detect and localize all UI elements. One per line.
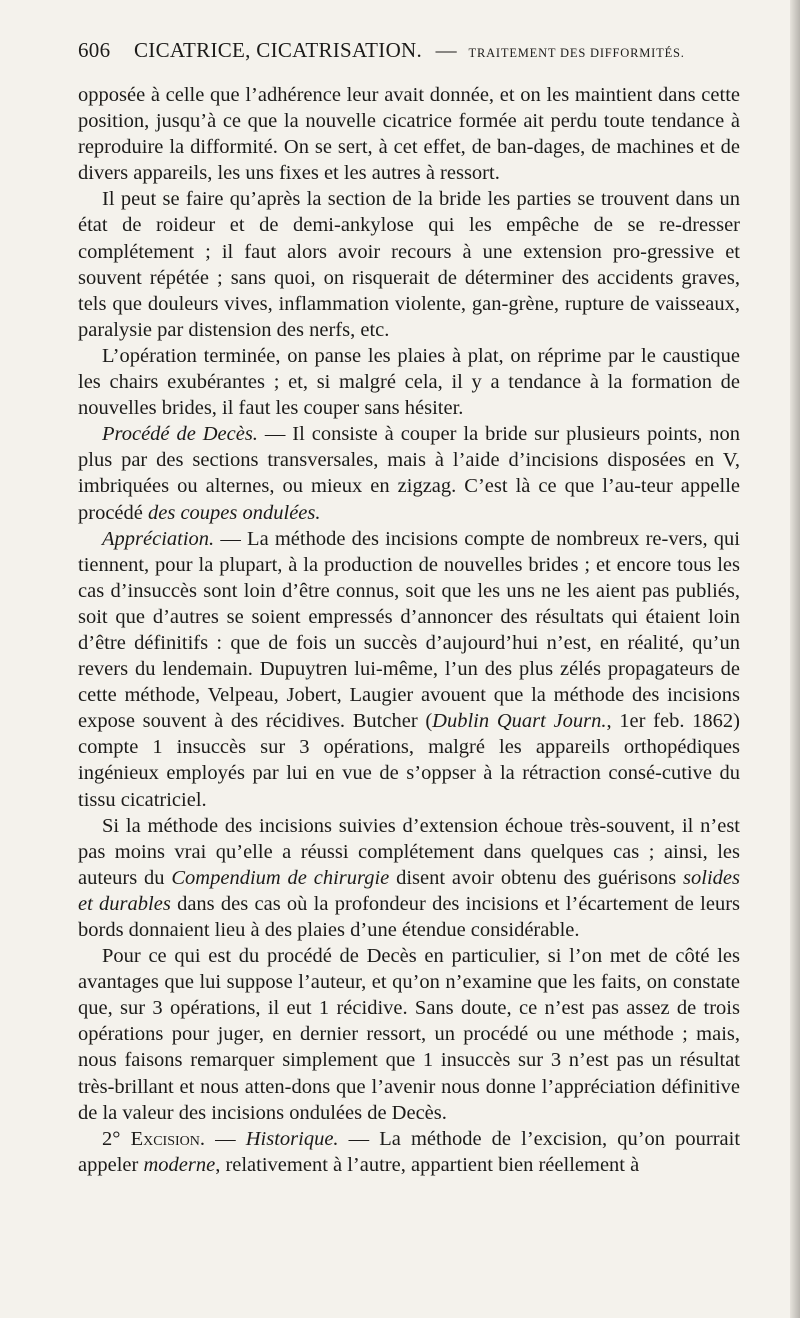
text-run: opposée à celle que l’adhérence leur avait donnée, et on les maintient dans cette position, jusqu’à ce que la nouvelle cicatrice formée ait perdu toute tendance à reproduire la difformité. On se sert, à cet effet, de ban-dages, de machines et de divers appareils, les uns fixes et les autres à ressort.	[78, 84, 740, 185]
text-run: , relativement à l’autre, appartient bien réellement à	[215, 1153, 640, 1176]
text-run: Il peut se faire qu’après la section de la bride les parties se trouvent dans un état de roideur et de demi-ankylose qui les empêche de se re-dresser complétement ; il faut alors avoir recours à une extension pro-gressive et souvent répétée ; sans quoi, on risquerait de déterminer des accidents graves, tels que douleurs vives, inflammation violente, gan-grène, rupture de vaisseaux, paralysie par distension des nerfs, etc.	[78, 188, 740, 341]
paragraph	[78, 82, 740, 186]
header-separator: —	[435, 38, 457, 62]
text-run: —	[205, 1127, 246, 1150]
paragraph	[78, 421, 740, 525]
section-heading: Excision.	[130, 1127, 205, 1150]
paragraph	[78, 813, 740, 943]
text-run: 2°	[102, 1127, 131, 1150]
italic-term: Compendium de chirurgie	[171, 866, 390, 889]
page-edge-shadow	[790, 0, 800, 1318]
italic-term: solides et durables	[78, 866, 740, 915]
text-run: disent avoir obtenu des guérisons	[389, 866, 684, 889]
running-header	[78, 38, 740, 82]
paragraph	[78, 343, 740, 421]
citation-title: Dublin Quart Journ.	[432, 710, 607, 733]
text-run: , 1er feb. 1862) compte 1 insuccès sur 3 opérations, malgré les appareils orthopédiques ingénieux employés par lui en vue de s’oppser à la rétraction consé-cutive du tissu cicatriciel.	[78, 710, 740, 811]
paragraph	[78, 1126, 740, 1178]
text-run: — La méthode de l’excision, qu’on pourrait appeler	[78, 1127, 741, 1176]
italic-term: des coupes ondulées.	[148, 501, 321, 524]
running-title: CICATRICE, CICATRISATION.	[133, 38, 423, 62]
text-run: — Il consiste à couper la bride sur plusieurs points, non plus par des sections transversales, mais à l’aide d’incisions disposées en V, imbriquées ou alternes, ou mieux en zigzag. C’est là ce que l’au-teur appelle procédé	[78, 423, 740, 524]
running-subtitle: TRAITEMENT DES DIFFORMITÉS.	[468, 46, 685, 60]
paragraph	[78, 526, 740, 813]
italic-heading: Appréciation.	[102, 527, 215, 550]
paragraph	[78, 186, 740, 343]
text-run: Si la méthode des incisions suivies d’extension échoue très-souvent, il n’est pas moins vrai qu’elle a réussi complétement dans quelques cas ; ainsi, les auteurs du	[78, 814, 740, 889]
italic-heading: Historique.	[245, 1127, 339, 1150]
text-run: dans des cas où la profondeur des incisions et l’écartement de leurs bords donnaient lieu à des plaies d’une étendue considérable.	[78, 892, 741, 941]
page-number: 606	[78, 38, 111, 62]
text-run: — La méthode des incisions compte de nombreux re-vers, qui tiennent, pour la plupart, à la production de nouvelles brides ; et encore tous les cas d’insuccès sont loin d’être connus, soit que les uns ne les aient pas publiés, soit que d’autres se soient empressés d’annoncer des résultats qui étaient loin d’être définitifs : que de fois un succès d’aujourd’hui n’est, en réalité, qu’un revers du lendemain. Dupuytren lui-même, l’un des plus zélés propagateurs de cette méthode, Velpeau, Jobert, Laugier avouent que la méthode des incisions expose souvent à des récidives. Butcher (	[78, 527, 740, 733]
text-run: L’opération terminée, on panse les plaies à plat, on réprime par le caustique les chairs exubérantes ; et, si malgré cela, il y a tendance à la formation de nouvelles brides, il faut les couper sans hésiter.	[78, 344, 740, 420]
text-run: Pour ce qui est du procédé de Decès en particulier, si l’on met de côté les avantages que lui suppose l’auteur, et qu’on n’examine que les faits, on constate que, sur 3 opérations, il eut 1 récidive. Sans doute, ce n’est pas assez de trois opérations pour juger, en dernier ressort, un procédé ou une méthode ; mais, nous faisons remarquer simplement que 1 insuccès sur 3 n’est pas un résultat très-brillant et nous atten-dons que l’avenir nous donne l’appréciation définitive de la valeur des incisions ondulées de Decès.	[78, 945, 740, 1124]
italic-heading: Procédé de Decès.	[102, 423, 258, 446]
body-text	[78, 82, 740, 1178]
paragraph	[78, 943, 740, 1126]
italic-term: moderne	[143, 1153, 216, 1176]
